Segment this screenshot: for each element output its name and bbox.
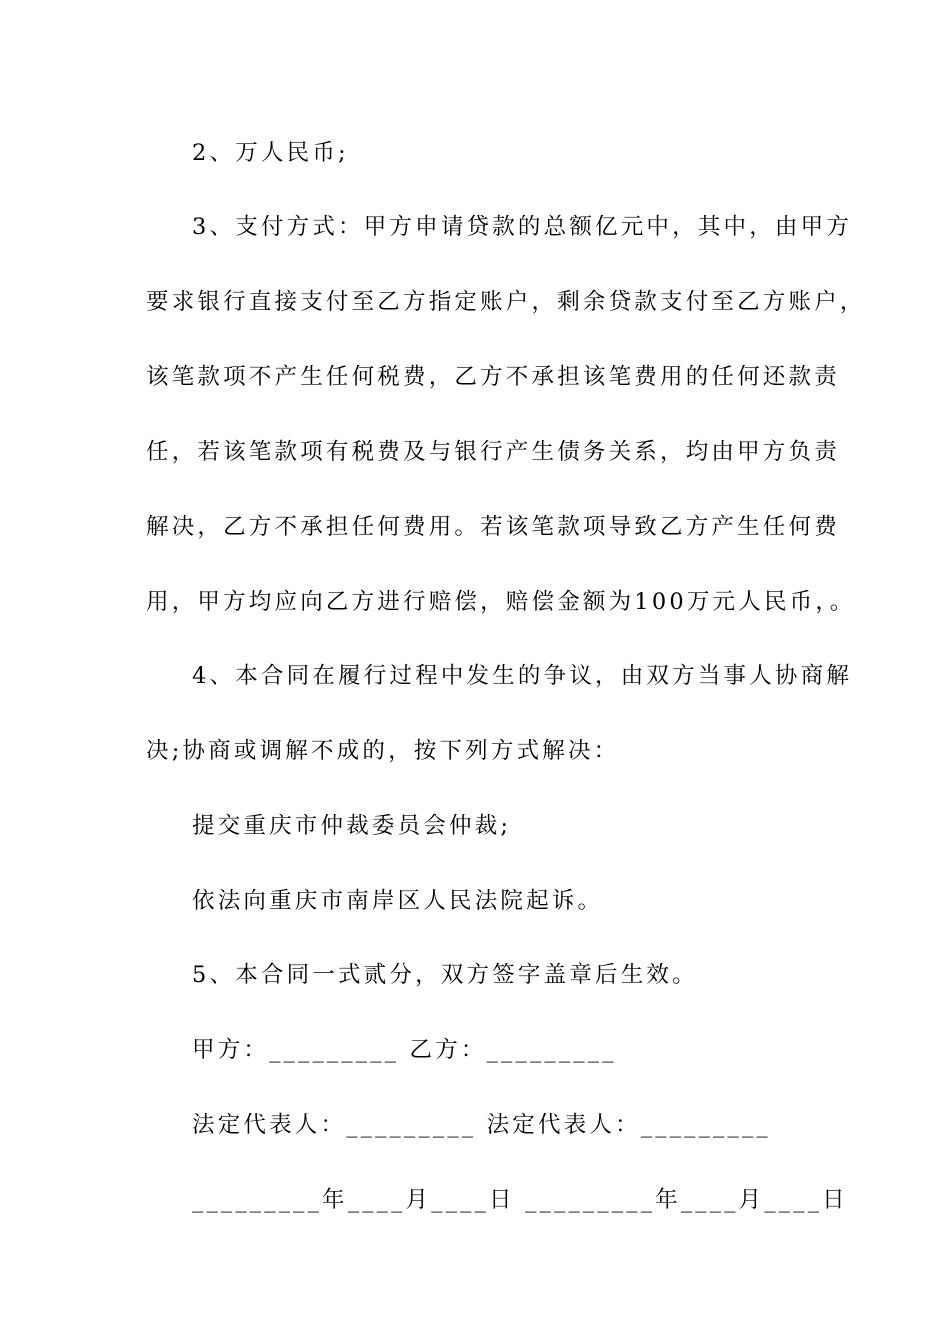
clause-4-option-2: 依法向重庆市南岸区人民法院起诉。 bbox=[192, 888, 604, 914]
clause-3-line-6: 用，甲方均应向乙方进行赔偿，赔偿金额为100万元人民币，。 bbox=[146, 589, 856, 615]
legal-representative-line: 法定代表人：_________ 法定代表人：_________ bbox=[192, 1112, 771, 1138]
clause-3-line-4: 任，若该笔款项有税费及与银行产生债务关系，均由甲方负责 bbox=[146, 439, 840, 465]
clause-4-line-1: 4、本合同在履行过程中发生的争议，由双方当事人协商解 bbox=[192, 663, 853, 689]
clause-2-line: 2、万人民币; bbox=[192, 140, 349, 166]
clause-3-line-2: 要求银行直接支付至乙方指定账户，剩余贷款支付至乙方账户， bbox=[146, 289, 866, 315]
date-line: _________年____月____日 _________年____月____日 bbox=[192, 1187, 848, 1213]
party-signature-line: 甲方：_________ 乙方：_________ bbox=[192, 1037, 617, 1063]
clause-3-line-1: 3、支付方式：甲方申请贷款的总额亿元中，其中，由甲方 bbox=[192, 214, 853, 240]
clause-5-line: 5、本合同一式贰分，双方签字盖章后生效。 bbox=[192, 962, 698, 988]
clause-3-line-5: 解决，乙方不承担任何费用。若该笔款项导致乙方产生任何费 bbox=[146, 514, 840, 540]
clause-4-option-1: 提交重庆市仲裁委员会仲裁; bbox=[192, 813, 512, 839]
clause-4-line-2: 决;协商或调解不成的，按下列方式解决： bbox=[146, 738, 620, 764]
clause-3-line-3: 该笔款项不产生任何税费，乙方不承担该笔费用的任何还款责 bbox=[146, 364, 840, 390]
